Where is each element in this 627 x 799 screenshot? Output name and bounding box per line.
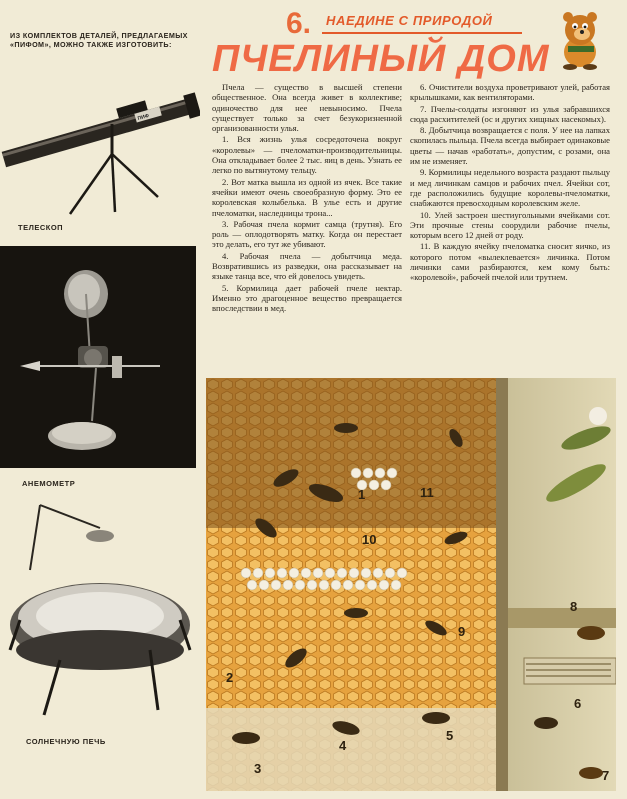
- telescope-tag: ПИФ: [137, 113, 150, 122]
- caption-telescope: ТЕЛЕСКОП: [18, 223, 64, 232]
- label-2: 2: [226, 670, 234, 685]
- caption-solar-oven: СОЛНЕЧНУЮ ПЕЧЬ: [26, 737, 106, 746]
- article-column-1: [212, 82, 402, 315]
- article-paragraph: 3. Рабочая пчела кормит самца (трутня). Его роль — оплодотворять матку. Когда он перестает это делать, его тут же убивают.: [212, 218, 402, 250]
- article-paragraph: 1. Вся жизнь улья сосредоточена вокруг «королевы» — пчеломатки-производительницы. Она откладывает более 2 тыс. яиц в день. Узнать ее легко по вытянутому тельцу.: [212, 134, 402, 176]
- issue-number: 6.: [286, 7, 312, 40]
- telescope-photo: [0, 62, 200, 217]
- article-column-2: [410, 82, 610, 284]
- label-10: 10: [362, 532, 377, 547]
- rubric-title: НАЕДИНЕ С ПРИРОДОЙ: [326, 13, 493, 28]
- label-6: 6: [574, 696, 582, 711]
- telescope-icon: [0, 62, 200, 217]
- bear-mascot-icon: [544, 6, 614, 71]
- article-paragraph: 8. Добытчица возвращается с поля. У нее на лапках скопилась пыльца. Пчела всегда выбирает одинаковые цветы — начав «работать», допустим, с розами, она им не изменяет.: [410, 125, 610, 167]
- sidebar-intro: ИЗ КОМПЛЕКТОВ ДЕТАЛЕЙ, ПРЕДЛАГАЕМЫХ «ПИФОМ», МОЖНО ТАКЖЕ ИЗГОТОВИТЬ:: [10, 31, 188, 49]
- label-8: 8: [570, 599, 578, 614]
- label-3: 3: [254, 761, 262, 776]
- solar-oven-photo: [0, 500, 200, 725]
- solar-oven-icon: [0, 500, 200, 725]
- article-paragraph: 10. Улей застроен шестиугольными ячейками сот. Эти прочные стены соорудили рабочие пчелы, которым всего 12 дней от роду.: [410, 209, 610, 241]
- anemometer-icon: [0, 246, 196, 468]
- label-9: 9: [458, 624, 466, 639]
- label-7: 7: [602, 768, 610, 783]
- label-4: 4: [339, 738, 347, 753]
- page-title: ПЧЕЛИНЫЙ ДОМ: [212, 38, 550, 80]
- article-paragraph: 5. Кормилица дает рабочей пчеле нектар. Именно это драгоценное вещество превращается впоследствии в мед.: [212, 282, 402, 314]
- label-11: 11: [420, 485, 434, 500]
- article-paragraph: 4. Рабочая пчела — добытчица меда. Возвратившись из разведки, она рассказывает на языке танца все, что ей довелось увидеть.: [212, 250, 402, 282]
- article-paragraph: 9. Кормилицы недельного возраста раздают пыльцу и мед личинкам самцов и рабочих пчел. Ячейки сот, где расположились будущие королевы-пчеломатки, снабжаются превосходным королевским желе.: [410, 167, 610, 209]
- rubric-underline: [322, 32, 522, 34]
- beehive-illustration: [206, 378, 616, 791]
- beehive-svg: [206, 378, 616, 791]
- article-paragraph: 6. Очистители воздуха проветривают улей, работая крылышками, как вентиляторами.: [410, 82, 610, 103]
- label-5: 5: [446, 728, 454, 743]
- anemometer-photo: [0, 246, 196, 468]
- caption-anemometer: АНЕМОМЕТР: [22, 479, 76, 488]
- article-paragraph: 11. В каждую ячейку пчеломатка сносит яичко, из которого потом «вылеклевается» личинка. Потом личинки сами разбираются, кем кому быть: «королевой», рабочей пчелой или трутнем.: [410, 241, 610, 283]
- article-paragraph: 2. Вот матка вышла из одной из ячек. Все такие ячейки имеют очень своеобразную форму. Это ее королевская колыбелька. В улье есть и другие пчеломатки, наследницы трона...: [212, 176, 402, 218]
- article-paragraph: 7. Пчелы-солдаты изгоняют из улья забравшихся сюда расхитителей (ос и других хищных насекомых).: [410, 103, 610, 124]
- article-paragraph: Пчела — существо в высшей степени общественное. Она всегда живет в коллективе; одиночество для нее невыносимо. Пчела существует только за счет безукоризненной организованности улья.: [212, 82, 402, 134]
- label-1: 1: [358, 487, 366, 502]
